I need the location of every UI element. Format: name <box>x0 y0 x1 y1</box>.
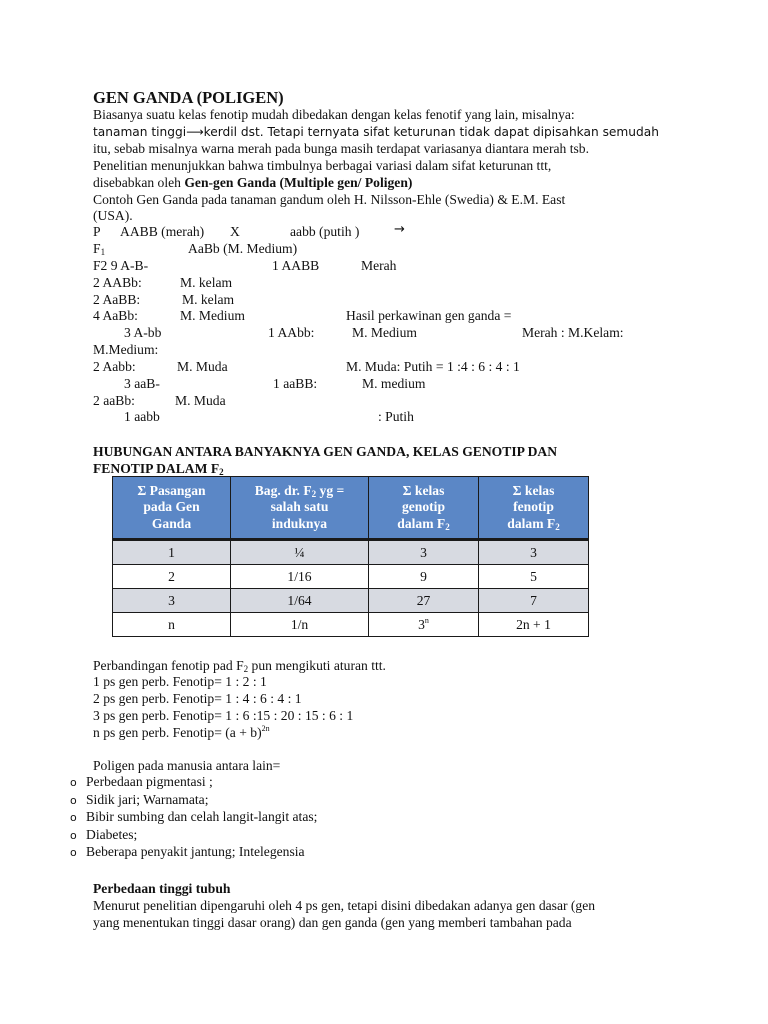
cross-ratio-text: M.Medium: <box>93 342 159 357</box>
header-text: genotip <box>401 499 446 515</box>
table-header <box>113 477 231 540</box>
list-item <box>70 773 317 791</box>
cell-text: 3 <box>418 616 425 632</box>
header-text: Σ kelas <box>512 482 555 498</box>
header-text: pada Gen <box>143 499 200 515</box>
intro-line <box>93 175 673 192</box>
cross-f1-value: AaBb (M. Medium) <box>188 241 298 256</box>
list-item-text: Sidik jari; Warnamata; <box>86 791 209 807</box>
table-cell: 27 <box>369 589 479 613</box>
cross-pheno: M. kelam <box>180 275 233 290</box>
intro-line: tanaman tinggi⟶kerdil dst. Tetapi ternyata sifat keturunan tidak dapat dipisahkan semudah <box>93 124 659 139</box>
table-cell: 1/64 <box>231 589 369 613</box>
table-cell: ¼ <box>231 540 369 565</box>
cross-ratio-line: M. Muda: Putih = 1 :4 : 6 : 4 : 1 <box>346 359 520 374</box>
arrow-icon: → <box>394 222 405 237</box>
section-heading-text: FENOTIP DALAM F <box>93 461 220 476</box>
table-cell: 7 <box>479 589 589 613</box>
section-heading <box>93 460 224 477</box>
cross-x: X <box>230 224 240 239</box>
header-text: fenotip <box>513 499 554 515</box>
cross-pheno: : Putih <box>378 409 414 424</box>
cross-pheno: M. Medium <box>352 325 417 340</box>
bullet-icon: o <box>70 776 77 789</box>
f1-sub: 1 <box>100 247 106 257</box>
ratio-intro-sub: 2 <box>243 664 249 674</box>
section-heading: HUBUNGAN ANTARA BANYAKNYA GEN GANDA, KELAS GENOTIP DAN <box>93 444 558 459</box>
table-cell: n <box>113 613 231 637</box>
cross-geno: 2 AaBB: <box>93 292 141 307</box>
cross-geno: 4 AaBb: <box>93 308 138 323</box>
bullet-icon: o <box>70 846 77 860</box>
poligen-list <box>70 773 317 861</box>
header-text: induknya <box>271 515 328 531</box>
cell-sup: n <box>424 615 429 625</box>
header-text <box>483 516 584 533</box>
document-title: GEN GANDA (POLIGEN) <box>93 88 284 107</box>
list-item <box>70 791 317 809</box>
intro-line: Biasanya suatu kelas fenotip mudah dibedakan dengan kelas fenotif yang lain, misalnya: <box>93 107 575 122</box>
header-text <box>235 483 364 500</box>
table-cell: 1/n <box>231 613 369 637</box>
body-line: yang menentukan tinggi dasar orang) dan gen ganda (gen yang memberi tambahan pada <box>93 915 572 930</box>
intro-line: Contoh Gen Ganda pada tanaman gandum oleh H. Nilsson-Ehle (Swedia) & E.M. East <box>93 191 566 207</box>
ratio-intro-text: Perbandingan fenotip pad F <box>93 658 244 673</box>
table-cell: 3 <box>113 589 231 613</box>
table-cell: 3 <box>369 540 479 565</box>
cross-geno: 2 AABb: <box>93 275 142 290</box>
table-header <box>479 477 589 540</box>
ratio-line <box>93 724 270 741</box>
header-text-part: Bag. dr. F <box>254 482 312 498</box>
header-sub: 2 <box>311 488 317 499</box>
cross-pheno: M. Muda <box>175 393 226 408</box>
list-item <box>70 826 317 844</box>
cross-geno: 2 aaBb: <box>93 393 135 408</box>
ratio-line: 3 ps gen perb. Fenotip= 1 : 6 :15 : 20 : 15 : 6 : 1 <box>93 708 354 723</box>
cross-parent1: AABB (merah) <box>120 224 205 239</box>
cross-parent2: aabb (putih ) <box>290 224 360 239</box>
table-row <box>113 613 589 637</box>
table-cell: 9 <box>369 565 479 589</box>
cross-geno: 1 aabb <box>124 409 160 424</box>
header-text: Σ kelas <box>402 482 445 498</box>
cross-geno: 1 aaBB: <box>273 376 318 391</box>
table-row <box>113 589 589 613</box>
cross-f2-pheno: Merah <box>361 258 397 273</box>
cross-geno: 2 Aabb: <box>93 359 136 374</box>
ratio-line: 1 ps gen perb. Fenotip= 1 : 2 : 1 <box>93 674 267 689</box>
header-text: Ganda <box>151 515 192 531</box>
intro-line: itu, sebab misalnya warna merah pada bunga masih terdapat variasanya diantara merah tsb. <box>93 140 589 156</box>
table-header <box>231 477 369 540</box>
list-item <box>70 843 317 861</box>
header-text-part: dalam F <box>397 515 446 531</box>
cross-geno: 3 aaB- <box>124 376 160 391</box>
list-item <box>70 808 317 826</box>
intro-line: (USA). <box>93 208 133 224</box>
bullet-icon: o <box>70 793 77 807</box>
bullet-icon: o <box>70 811 77 825</box>
ratio-line: 2 ps gen perb. Fenotip= 1 : 4 : 6 : 4 : 1 <box>93 691 302 706</box>
ratio-line-text: n ps gen perb. Fenotip= (a + b) <box>93 725 262 740</box>
intro-line: Penelitian menunjukkan bahwa timbulnya berbagai variasi dalam sifat keturunan ttt, <box>93 157 552 173</box>
header-sub: 2 <box>445 521 450 532</box>
intro-paragraph <box>93 107 673 225</box>
list-item-text: Perbedaan pigmentasi ; <box>86 774 213 789</box>
table-cell: 1/16 <box>231 565 369 589</box>
list-item-text: Beberapa penyakit jantung; Intelegensia <box>86 844 305 860</box>
table-row <box>113 540 589 565</box>
table-header-row <box>113 477 589 540</box>
body-line: Menurut penelitian dipengaruhi oleh 4 ps gen, tetapi disini dibedakan adanya gen dasar (gen <box>93 898 596 913</box>
intro-text: disebabkan oleh <box>93 174 185 190</box>
cross-ratio-text: Merah : M.Kelam: <box>522 325 624 340</box>
header-text-part: yg = <box>316 482 345 498</box>
intro-bold-term: Gen-gen Ganda (Multiple gen/ Poligen) <box>184 174 413 190</box>
table-header <box>369 477 479 540</box>
header-text-part: dalam F <box>507 515 556 531</box>
cross-pheno: M. Muda <box>177 359 228 374</box>
cross-hasil: Hasil perkawinan gen ganda = <box>346 308 512 323</box>
section-heading-sub: 2 <box>219 467 224 477</box>
cross-f2-geno: 1 AABB <box>272 258 320 273</box>
header-text: salah satu <box>270 499 329 515</box>
cross-geno: 3 A-bb <box>124 325 162 340</box>
cross-p-label: P <box>93 224 101 239</box>
header-text: Σ Pasangan <box>137 482 206 498</box>
cross-geno: 1 AAbb: <box>268 325 315 340</box>
subsection-heading: Perbedaan tinggi tubuh <box>93 881 231 896</box>
table-cell: 3 <box>479 540 589 565</box>
cross-pheno: M. medium <box>362 376 426 391</box>
ratio-intro <box>93 657 386 674</box>
cross-pheno: M. Medium <box>180 308 245 323</box>
list-item-text: Diabetes; <box>86 826 138 842</box>
f1-text: F <box>93 241 101 256</box>
header-sub: 2 <box>555 521 560 532</box>
cross-f2-label: F2 9 A-B- <box>93 258 149 273</box>
table-cell: 1 <box>113 540 231 565</box>
table-cell: 2n + 1 <box>479 613 589 637</box>
cross-pheno: M. kelam <box>182 292 235 307</box>
cross-f1-label <box>93 241 105 258</box>
poligen-heading: Poligen pada manusia antara lain= <box>93 758 281 773</box>
ratio-line-sup: 2n <box>261 724 270 733</box>
table-row <box>113 565 589 589</box>
table-cell: 2 <box>113 565 231 589</box>
bullet-icon: o <box>70 828 77 842</box>
table-cell: 5 <box>479 565 589 589</box>
gene-table <box>112 476 589 637</box>
table-cell <box>369 613 479 637</box>
header-text <box>373 516 474 533</box>
ratio-intro-text: pun mengikuti aturan ttt. <box>248 658 386 673</box>
list-item-text: Bibir sumbing dan celah langit-langit atas; <box>86 809 318 825</box>
